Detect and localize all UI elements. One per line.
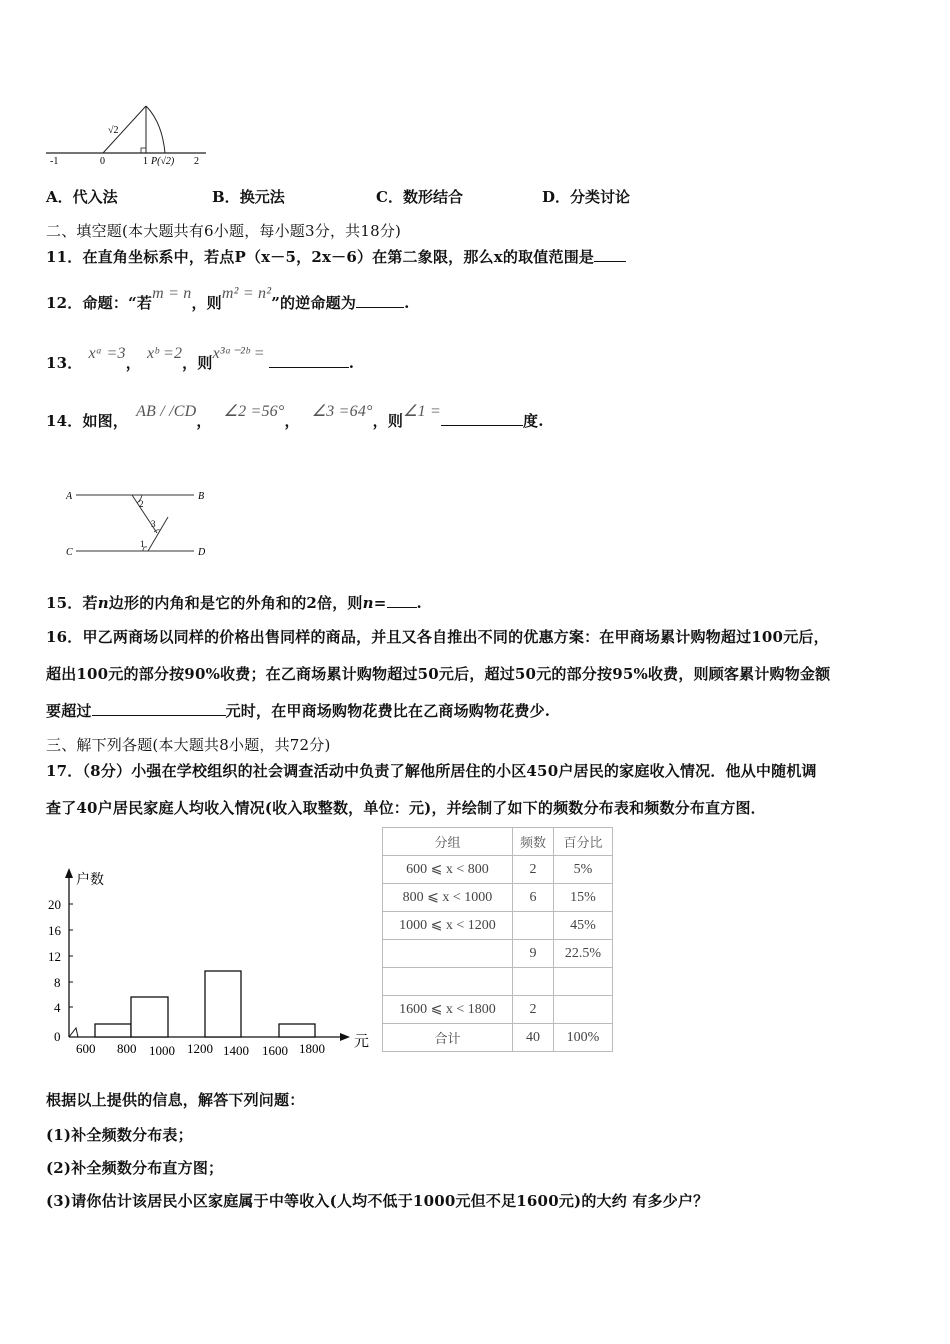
variable: n <box>362 594 374 612</box>
table-cell <box>513 912 554 940</box>
answer-blank <box>441 411 523 426</box>
table-cell: 22.5% <box>554 940 613 968</box>
hypotenuse-label: √2 <box>108 125 119 136</box>
question-text: 度. <box>523 412 544 430</box>
table-cell <box>554 996 613 1024</box>
table-cell: 15% <box>554 884 613 912</box>
option-text: 代入法 <box>72 188 118 206</box>
point-label-d: D <box>198 547 206 558</box>
question-text: 14．如图， <box>46 412 129 430</box>
parallel-lines-figure <box>62 485 212 560</box>
table-row <box>383 912 613 940</box>
table-row <box>383 884 613 912</box>
math-expression: x³ᵃ⁻²ᵇ = <box>212 345 265 362</box>
column-header: 频数 <box>513 828 554 856</box>
tick-label: 1 <box>143 156 148 167</box>
math-expression: AB / /CD <box>136 403 197 420</box>
tick-label: -1 <box>50 156 59 167</box>
table-cell: 2 <box>513 856 554 884</box>
table-header-row <box>383 828 613 856</box>
number-line-figure <box>44 100 214 170</box>
math-expression: xᵇ =2 <box>146 345 183 362</box>
table-cell: 1000 ⩽ x < 1200 <box>383 912 513 940</box>
question-16-line-1: 16．甲乙两商场以同样的价格出售同样的商品，并且又各自推出不同的优惠方案：在甲商场累计购物超过100元后， <box>46 628 829 646</box>
math-expression: ∠2 =56° <box>223 403 285 420</box>
table-cell: 800 ⩽ x < 1000 <box>383 884 513 912</box>
angle-label: 3 <box>151 519 156 529</box>
frequency-histogram <box>42 862 377 1062</box>
option-letter: C． <box>376 188 403 206</box>
option-b <box>212 186 285 207</box>
question-text: ， <box>284 412 300 430</box>
table-cell: 5% <box>554 856 613 884</box>
table-cell: 45% <box>554 912 613 940</box>
column-header: 百分比 <box>554 828 613 856</box>
question-17-line-1: 17．（8分）小强在学校组织的社会调查活动中负责了解他所居住的小区450户居民的家庭收入情况．他从中随机调 <box>46 762 817 780</box>
x-tick-label: 1800 <box>299 1041 325 1056</box>
histogram-bar <box>131 997 168 1037</box>
question-12 <box>46 285 410 313</box>
y-tick-label: 12 <box>48 949 61 964</box>
math-expression: ∠1 = <box>403 403 442 420</box>
question-16-line-2: 超出100元的部分按90%收费；在乙商场累计购物超过50元后，超过50元的部分按95%收费，则顾客累计购物金额 <box>46 665 831 683</box>
table-cell: 2 <box>513 996 554 1024</box>
section-title: 二、填空题(本大题共有6小题，每小题3分，共18分) <box>46 222 402 240</box>
table-total-row <box>383 1024 613 1052</box>
table-row <box>383 940 613 968</box>
y-axis-label: 户数 <box>76 872 104 888</box>
math-expression: m = n <box>152 285 192 302</box>
point-label: P(√2) <box>151 156 175 167</box>
point-label-c: C <box>66 547 73 558</box>
answer-blank <box>387 593 417 608</box>
question-text: ”的逆命题为 <box>271 294 357 312</box>
table-row <box>383 856 613 884</box>
x-tick-label: 1000 <box>149 1043 175 1058</box>
table-cell <box>554 968 613 996</box>
x-tick-label: 800 <box>117 1041 137 1056</box>
math-expression: ∠3 =64° <box>311 403 373 420</box>
histogram-bar <box>95 1024 131 1037</box>
column-header: 分组 <box>383 828 513 856</box>
question-text: ，则 <box>182 354 213 372</box>
question-15 <box>46 592 422 613</box>
y-tick-label: 4 <box>54 1000 61 1015</box>
option-letter: B． <box>212 188 240 206</box>
question-text: ，则 <box>191 294 222 312</box>
option-a <box>46 186 118 207</box>
question-11 <box>46 246 626 267</box>
question-text: 15．若 <box>46 594 98 612</box>
question-text: = <box>373 594 387 612</box>
question-text: 边形的内角和是它的外角和的2倍，则 <box>108 594 363 612</box>
question-13 <box>46 345 355 373</box>
histogram-chart <box>42 862 377 1062</box>
option-text: 分类讨论 <box>570 188 631 206</box>
histogram-bar <box>279 1024 315 1037</box>
table-row <box>383 996 613 1024</box>
table-cell: 9 <box>513 940 554 968</box>
point-label-a: A <box>66 491 73 502</box>
table-row <box>383 968 613 996</box>
x-axis-label: 元 <box>354 1032 370 1050</box>
x-tick-label: 1200 <box>187 1041 213 1056</box>
question-text: 12．命题：“若 <box>46 294 153 312</box>
q17-sub-1: (1)补全频数分布表； <box>46 1126 193 1144</box>
section-title: 三、解下列各题(本大题共8小题，共72分) <box>46 736 331 754</box>
table-cell <box>383 940 513 968</box>
question-14 <box>46 403 544 431</box>
y-tick-label: 8 <box>54 975 61 990</box>
answer-blank <box>594 247 626 262</box>
math-expression: m² = n² <box>221 285 272 302</box>
answer-blank <box>356 293 404 308</box>
question-text: ， <box>125 354 141 372</box>
table-cell: 600 ⩽ x < 800 <box>383 856 513 884</box>
question-text: . <box>348 354 355 372</box>
histogram-bar <box>205 971 241 1037</box>
question-text: . <box>404 294 410 312</box>
tick-label: 0 <box>100 156 105 167</box>
angle-label: 1 <box>140 539 145 549</box>
option-text: 数形结合 <box>402 188 463 206</box>
question-text: 13． <box>46 354 83 372</box>
option-c <box>376 186 463 207</box>
question-text: 元时，在甲商场购物花费比在乙商场购物花费少. <box>225 702 551 720</box>
q17-prompt: 根据以上提供的信息，解答下列问题： <box>46 1091 305 1109</box>
option-d <box>542 186 630 207</box>
question-text: 11．在直角坐标系中，若点P（x－5，2x－6）在第二象限，那么x的取值范围是 <box>46 248 595 266</box>
option-letter: A． <box>46 188 73 206</box>
x-tick-label: 1600 <box>262 1043 288 1058</box>
tick-label: 2 <box>194 156 199 167</box>
table-cell: 1600 ⩽ x < 1800 <box>383 996 513 1024</box>
number-line-diagram <box>44 100 214 170</box>
question-text: ，则 <box>372 412 404 430</box>
parallel-lines-diagram <box>62 485 212 560</box>
math-expression: xᵃ =3 <box>88 345 126 362</box>
answer-blank <box>92 701 226 716</box>
y-tick-label: 16 <box>48 923 61 938</box>
question-text: . <box>416 594 422 612</box>
point-label-b: B <box>198 491 205 502</box>
table-cell <box>383 968 513 996</box>
option-letter: D． <box>542 188 571 206</box>
table-cell: 合计 <box>383 1024 513 1052</box>
question-text: 要超过 <box>46 702 92 720</box>
angle-label: 2 <box>139 499 144 509</box>
table-cell: 100% <box>554 1024 613 1052</box>
frequency-table <box>382 827 613 1052</box>
y-tick-label: 0 <box>54 1029 61 1044</box>
question-17-line-2: 查了40户居民家庭人均收入情况(收入取整数，单位：元)，并绘制了如下的频数分布表和频数分布直方图． <box>46 799 766 817</box>
answer-blank <box>269 353 349 368</box>
option-text: 换元法 <box>239 188 285 206</box>
table-cell: 6 <box>513 884 554 912</box>
question-text: ， <box>196 412 212 430</box>
question-16-line-3 <box>46 700 550 721</box>
q17-sub-3: (3)请你估计该居民小区家庭属于中等收入(人均不低于1000元但不足1600元)的大约 有多少户？ <box>46 1192 709 1210</box>
x-tick-label: 600 <box>76 1041 96 1056</box>
x-tick-label: 1400 <box>223 1043 249 1058</box>
q17-sub-2: (2)补全频数分布直方图； <box>46 1159 224 1177</box>
variable: n <box>97 594 109 612</box>
table-cell: 40 <box>513 1024 554 1052</box>
y-tick-label: 20 <box>48 897 61 912</box>
table-cell <box>513 968 554 996</box>
